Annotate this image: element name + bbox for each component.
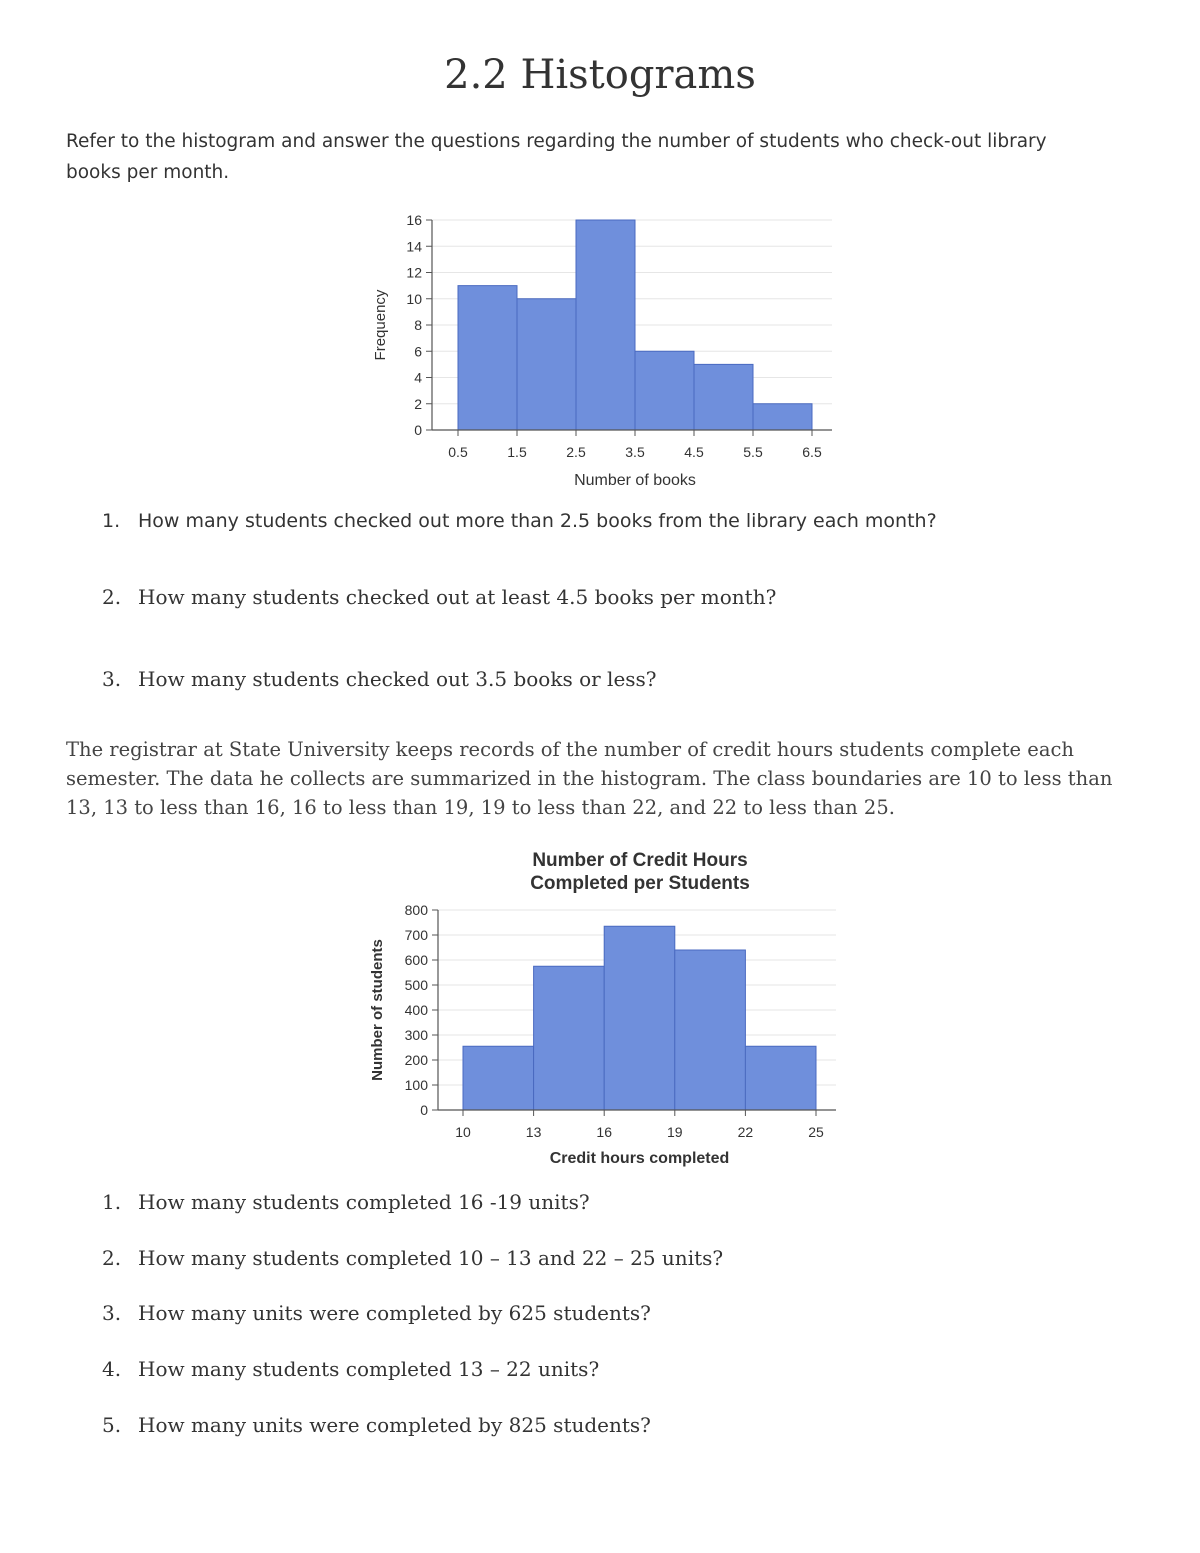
page-title: 2.2 Histograms	[444, 52, 756, 98]
chart-title-line: Number of Credit Hours	[532, 850, 748, 871]
question-text: How many students checked out more than 2.5 books from the library each month?	[138, 510, 937, 532]
y-tick-label: 700	[404, 927, 428, 943]
y-tick-label: 600	[404, 952, 428, 968]
question-number: 2.	[102, 1246, 122, 1270]
x-tick-label: 19	[667, 1124, 683, 1140]
x-tick-label: 22	[737, 1124, 754, 1140]
question-text: How many students checked out at least 4.5 books per month?	[138, 585, 777, 609]
y-tick-label: 6	[414, 343, 422, 360]
question-number: 2.	[102, 585, 122, 609]
histogram-bar	[517, 299, 576, 430]
x-tick-label: 25	[808, 1124, 824, 1140]
y-tick-label: 400	[404, 1002, 428, 1018]
y-tick-label: 16	[406, 212, 422, 228]
histogram-bar	[675, 950, 746, 1110]
x-tick-label: 4.5	[684, 444, 704, 460]
x-tick-label: 6.5	[802, 444, 822, 460]
histogram-bar	[694, 364, 753, 430]
question-number: 1.	[102, 1190, 122, 1214]
y-tick-label: 10	[406, 290, 422, 307]
x-tick-label: 5.5	[743, 444, 763, 460]
question-text: How many students completed 13 – 22 units?	[138, 1357, 600, 1381]
histogram-bar	[635, 351, 694, 430]
histogram-bar	[463, 1046, 534, 1110]
histogram-bar	[753, 404, 812, 430]
y-tick-label: 500	[404, 977, 428, 993]
x-tick-label: 16	[596, 1124, 612, 1140]
x-tick-label: 3.5	[625, 444, 645, 460]
y-tick-label: 8	[414, 317, 422, 333]
histogram-bar	[604, 926, 675, 1110]
x-tick-label: 1.5	[507, 444, 527, 460]
x-tick-label: 0.5	[448, 444, 468, 460]
question-text: How many students completed 16 -19 units?	[138, 1190, 590, 1214]
histogram-bar	[534, 966, 605, 1110]
question-number: 4.	[102, 1357, 122, 1381]
y-axis-label: Number of students	[369, 939, 386, 1081]
x-tick-label: 13	[525, 1124, 542, 1140]
y-tick-label: 200	[404, 1052, 428, 1068]
question-number: 3.	[102, 1301, 122, 1325]
question-text: How many units were completed by 825 students?	[138, 1413, 651, 1437]
y-tick-label: 800	[404, 902, 428, 918]
x-tick-label: 10	[455, 1124, 471, 1140]
question-text: How many students completed 10 – 13 and 22 – 25 units?	[138, 1246, 724, 1270]
question-text: How many students checked out 3.5 books or less?	[138, 667, 657, 691]
y-tick-label: 0	[414, 422, 422, 438]
y-tick-label: 0	[420, 1102, 428, 1118]
y-tick-label: 300	[404, 1027, 428, 1043]
x-axis-label: Number of books	[574, 472, 696, 489]
x-tick-label: 2.5	[566, 444, 586, 460]
question-text: How many units were completed by 625 students?	[138, 1301, 651, 1325]
histogram-bar	[745, 1046, 816, 1110]
y-tick-label: 2	[414, 395, 422, 412]
intro-text: Refer to the histogram and answer the questions regarding the number of students who check-out library books per month.	[66, 131, 1047, 183]
histogram-bar	[458, 286, 517, 430]
y-tick-label: 14	[406, 238, 422, 255]
y-axis-label: Frequency	[372, 289, 389, 361]
y-tick-label: 4	[414, 369, 422, 386]
y-tick-label: 100	[404, 1077, 428, 1093]
histogram-bar	[576, 220, 635, 430]
chart-title-line: Completed per Students	[530, 873, 750, 894]
registrar-paragraph: The registrar at State University keeps records of the number of credit hours students complete each semester. The data he collects are summarized in the histogram. The class boundaries are 10 to less than 13, 13 to less than 16, 16 to less than 19, 19 to less than 22, and 22 to less than 25.	[66, 738, 1113, 819]
y-tick-label: 12	[406, 264, 422, 281]
question-number: 3.	[102, 667, 122, 691]
question-number: 1.	[102, 510, 121, 532]
question-number: 5.	[102, 1413, 122, 1437]
x-axis-label: Credit hours completed	[549, 1150, 730, 1167]
